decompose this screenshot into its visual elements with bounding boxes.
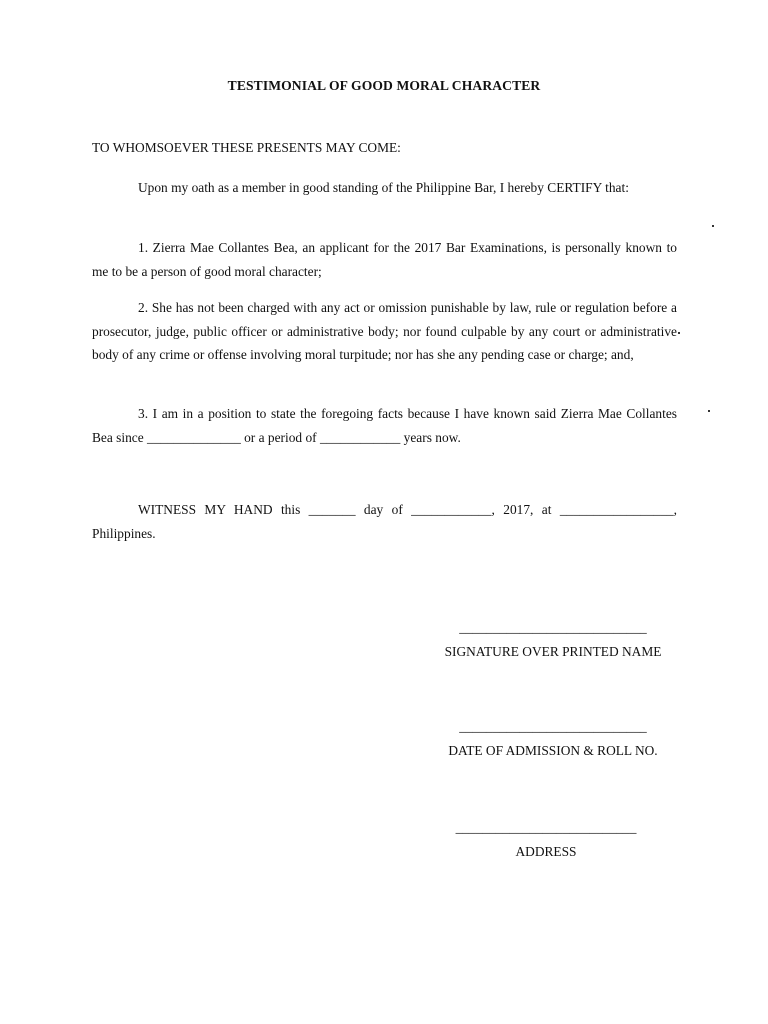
- witness-paragraph: WITNESS MY HAND this _______ day of ____________, 2017, at _________________, Philippines.: [92, 502, 677, 541]
- scan-speck: [708, 410, 710, 412]
- signature-label: SIGNATURE OVER PRINTED NAME: [444, 644, 662, 659]
- signature-block: [422, 620, 684, 660]
- signature-line: ____________________________: [459, 620, 647, 635]
- item-3-paragraph: 3. I am in a position to state the foregoing facts because I have known said Zierra Mae Collantes Bea since ______________ or a period of ____________ years now.: [92, 406, 677, 445]
- document-title: TESTIMONIAL OF GOOD MORAL CHARACTER: [227, 78, 541, 93]
- admission-line: ____________________________: [459, 719, 647, 734]
- address-label: ADDRESS: [515, 844, 577, 859]
- scan-speck: [712, 225, 714, 227]
- intro-paragraph: Upon my oath as a member in good standing of the Philippine Bar, I hereby CERTIFY that:: [138, 180, 629, 195]
- item-1-paragraph: 1. Zierra Mae Collantes Bea, an applicant for the 2017 Bar Examinations, is personally known to me to be a person of good moral character;: [92, 240, 677, 279]
- salutation: TO WHOMSOEVER THESE PRESENTS MAY COME:: [92, 140, 401, 155]
- scan-speck: [678, 332, 680, 334]
- address-block: [430, 820, 662, 860]
- address-line: ___________________________: [455, 820, 637, 835]
- admission-block: [422, 719, 684, 759]
- item-2-paragraph: 2. She has not been charged with any act or omission punishable by law, rule or regulation before a prosecutor, judge, public officer or administrative body; nor found culpable by any court or administrative body of any crime or offense involving moral turpitude; nor has she any pending case or charge; and,: [92, 300, 677, 362]
- admission-label: DATE OF ADMISSION & ROLL NO.: [448, 743, 658, 758]
